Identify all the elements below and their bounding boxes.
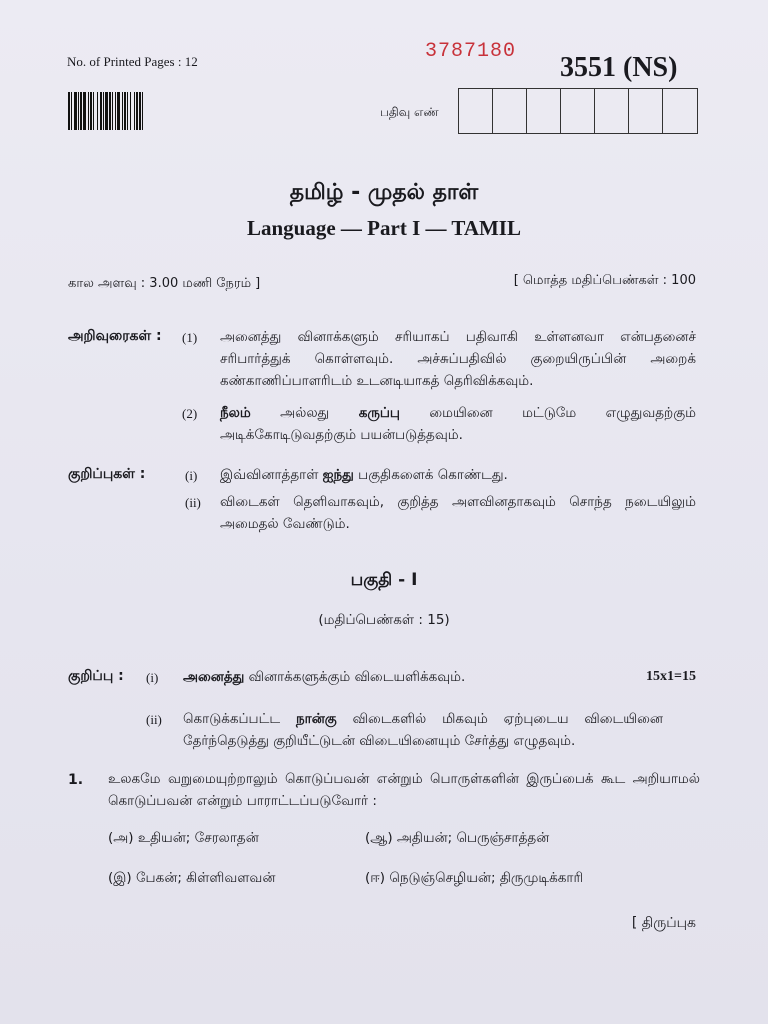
option-d[interactable]: (ஈ) நெடுஞ்செழியன்; திருமுடிக்காரி [365, 870, 584, 886]
option-b[interactable]: (ஆ) அதியன்; பெருஞ்சாத்தன் [365, 830, 550, 846]
instruction-text: அனைத்து வினாக்களும் சரியாகப் பதிவாகி உள்ளனவா என்பதனைச் சரிபார்த்துக் கொள்ளவும். அச்சுப்பதிவில் குறையிருப்பின் அறைக் கண்காணிப்பாளரிடம் உடனடியாகத் தெரிவிக்கவும். [220, 329, 696, 389]
barcode-icon [68, 92, 200, 130]
instruction-text [220, 402, 696, 446]
section-note-text [183, 666, 543, 688]
text-span: இவ்வினாத்தாள் [220, 467, 323, 483]
section-note-text [183, 708, 663, 752]
title-english: Language — Part I — TAMIL [247, 216, 521, 240]
question-text: உலகமே வறுமையுற்றாலும் கொடுப்பவன் என்றும் பொருள்களின் இருப்பைக் கூட அறியாமல் கொடுப்பவன் என்றும் பாராட்டப்படுவோர் : [108, 771, 700, 809]
option-a[interactable]: (அ) உதியன்; சேரலாதன் [108, 830, 259, 846]
register-box[interactable] [527, 89, 561, 133]
bold-word: நீலம் [220, 405, 251, 421]
instruction-number: (2) [182, 406, 198, 421]
section-marks: (மதிப்பெண்கள் : 15) [318, 612, 450, 628]
bold-word: ஐந்து [322, 467, 354, 483]
text-span: பகுதிகளைக் கொண்டது. [353, 467, 508, 483]
paper-code: 3551 (NS) [560, 52, 678, 83]
total-marks: [ மொத்த மதிப்பெண்கள் : 100 [513, 273, 696, 288]
bold-word: நான்கு [295, 711, 337, 727]
section-note-number: (ii) [146, 712, 162, 727]
register-box[interactable] [595, 89, 629, 133]
bold-word: கருப்பு [358, 405, 400, 421]
note-number: (i) [185, 468, 198, 483]
register-number-boxes[interactable] [458, 88, 698, 134]
option-c[interactable]: (இ) பேகன்; கிள்ளிவளவன் [108, 870, 276, 886]
note-text [220, 464, 696, 486]
title-tamil: தமிழ் - முதல் தாள் [289, 180, 479, 205]
printed-pages: No. of Printed Pages : 12 [67, 54, 198, 69]
instruction-number: (1) [182, 330, 198, 345]
note-number: (ii) [185, 495, 201, 510]
question-number: 1. [68, 772, 84, 788]
register-box[interactable] [459, 89, 493, 133]
section-title: பகுதி - I [350, 570, 418, 590]
register-box[interactable] [663, 89, 697, 133]
time-duration: கால அளவு : 3.00 மணி நேரம் ] [68, 276, 261, 291]
turn-over: [ திருப்புக [631, 915, 696, 931]
serial-number: 3787180 [425, 40, 517, 63]
text-span: வினாக்களுக்கும் விடையளிக்கவும். [244, 669, 466, 685]
text-span: அல்லது [250, 405, 359, 421]
bold-word: அனைத்து [183, 669, 245, 685]
register-number-label: பதிவு எண் [380, 105, 439, 119]
section-note-number: (i) [146, 670, 159, 685]
section-note-label: குறிப்பு : [68, 668, 124, 684]
register-box[interactable] [629, 89, 663, 133]
note-text: விடைகள் தெளிவாகவும், குறித்த அளவினதாகவும் சொந்த நடையிலும் அமைதல் வேண்டும். [220, 494, 696, 532]
text-span: கொடுக்கப்பட்ட [183, 711, 296, 727]
text-span: விடைகளில் மிகவும் ஏற்புடைய விடையினை தேர்ந்தெடுத்து குறியீட்டுடன் விடையினையும் சேர்த்து எழுதவும். [183, 711, 663, 749]
text-span: மையினை மட்டுமே எழுதுவதற்கும் அடிக்கோடிடுவதற்கும் பயன்படுத்தவும். [220, 405, 696, 443]
notes-label: குறிப்புகள் : [68, 466, 146, 482]
section-note-marks: 15x1=15 [646, 669, 696, 684]
instructions-label: அறிவுரைகள் : [68, 328, 162, 344]
register-box[interactable] [561, 89, 595, 133]
register-box[interactable] [493, 89, 527, 133]
